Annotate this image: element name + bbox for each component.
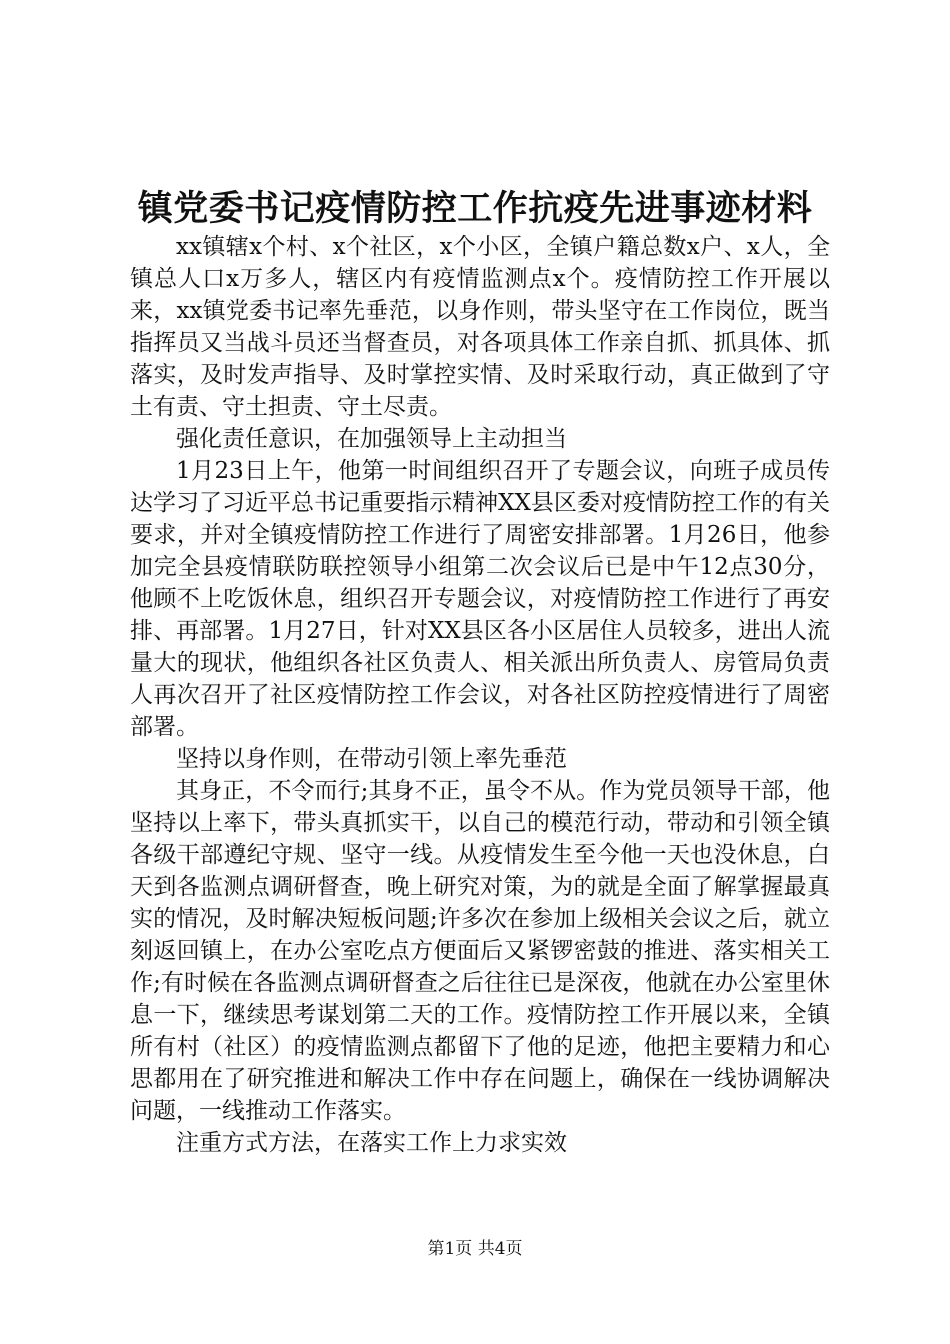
section-heading-methods: 注重方式方法，在落实工作上力求实效 [176, 1130, 567, 1156]
responsibility-paragraph: 1月23日上午，他第一时间组织召开了专题会议，向班子成员传达学习了习近平总书记重要指示精神XX县区委对疫情防控工作的有关要求，并对全镇疫情防控工作进行了周密安排部署。1月26日，他参加完全县疫情联防联控领导小组第二次会议后已是中午12点30分，他顾不上吃饭休息，组织召开专题会议，对疫情防控工作进行了再安排、再部署。1月27日，针对XX县区各小区居住人员较多，进出人流量大的现状，他组织各社区负责人、相关派出所负责人、房管局负责人再次召开了社区疫情防控工作会议，对各社区防控疫情进行了周密部署。 [130, 458, 830, 740]
intro-paragraph: xx镇辖x个村、x个社区，x个小区，全镇户籍总数x户、x人，全镇总人口x万多人，辖区内有疫情监测点x个。疫情防控工作开展以来，xx镇党委书记率先垂范，以身作则，带头坚守在工作岗位，既当指挥员又当战斗员还当督查员，对各项具体工作亲自抓、抓具体、抓落实，及时发声指导、及时掌控实情、及时采取行动，真正做到了守土有责、守土担责、守土尽责。 [130, 234, 830, 420]
page-footer: 第1页 共4页 [427, 1239, 523, 1259]
section-heading-responsibility: 强化责任意识，在加强领导上主动担当 [176, 426, 567, 452]
section-heading-example: 坚持以身作则，在带动引领上率先垂范 [176, 746, 567, 772]
example-paragraph: 其身正，不令而行;其身不正，虽令不从。作为党员领导干部，他坚持以上率下，带头真抓实干，以自己的模范行动，带动和引领全镇各级干部遵纪守规、坚守一线。从疫情发生至今他一天也没休息，白天到各监测点调研督查，晚上研究对策，为的就是全面了解掌握最真实的情况，及时解决短板问题;许多次在参加上级相关会议之后，就立刻返回镇上，在办公室吃点方便面后又紧锣密鼓的推进、落实相关工作;有时候在各监测点调研督查之后往往已是深夜，他就在办公室里休息一下，继续思考谋划第二天的工作。疫情防控工作开展以来，全镇所有村（社区）的疫情监测点都留下了他的足迹，他把主要精力和心思都用在了研究推进和解决工作中存在问题上，确保在一线协调解决问题，一线推动工作落实。 [130, 778, 830, 1124]
document-body [130, 231, 830, 1159]
document-title: 镇党委书记疫情防控工作抗疫先进事迹材料 [137, 188, 813, 229]
